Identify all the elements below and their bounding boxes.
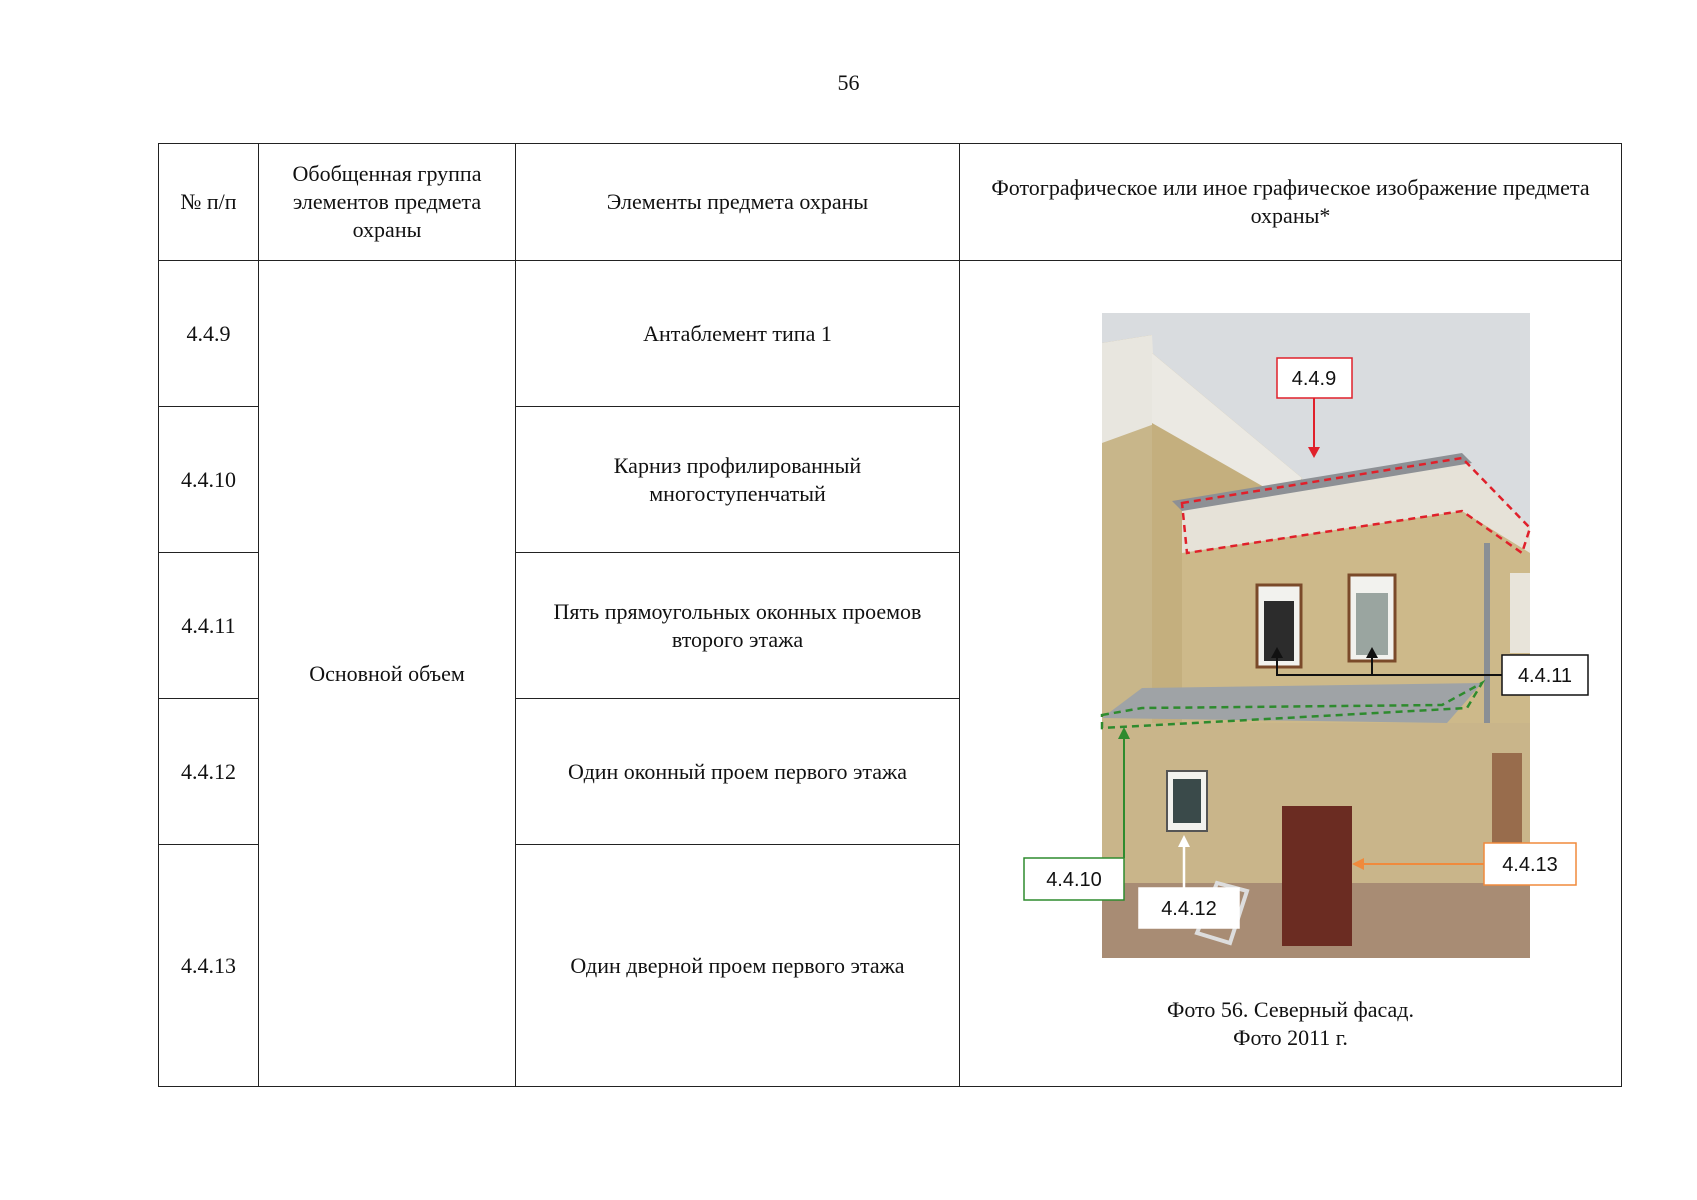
table-row [159,261,1622,407]
header-group: Обобщенная группа элементов предмета охраны [259,144,516,261]
table-header-row [159,144,1622,261]
window-2f-corner [1510,573,1530,653]
row-element: Один дверной проем первого этажа [516,845,960,1087]
north-facade-photo [992,313,1612,958]
group-cell: Основной объем [259,261,516,1087]
row-number: 4.4.12 [159,699,259,845]
row-number: 4.4.11 [159,553,259,699]
row-number: 4.4.13 [159,845,259,1087]
caption-line-2: Фото 2011 г. [1233,1025,1348,1050]
header-elements: Элементы предмета охраны [516,144,960,261]
photo-caption [960,996,1621,1052]
header-number: № п/п [159,144,259,261]
brick-patch [1492,753,1522,848]
row-element: Один оконный проем первого этажа [516,699,960,845]
callout-4-4-13: 4.4.13 [1502,854,1558,876]
callout-4-4-11: 4.4.11 [1517,665,1573,687]
row-element: Карниз профилированный многоступенчатый [516,407,960,553]
row-element: Пять прямоугольных оконных проемов второго этажа [516,553,960,699]
callout-4-4-12: 4.4.12 [1161,898,1217,920]
door [1282,806,1352,946]
row-number: 4.4.9 [159,261,259,407]
callout-4-4-10: 4.4.10 [1046,869,1102,891]
window-2f-right-glass [1356,593,1388,655]
row-element: Антаблемент типа 1 [516,261,960,407]
window-1f-glass [1173,779,1201,823]
row-number: 4.4.10 [159,407,259,553]
callout-4-4-9: 4.4.9 [1291,368,1337,390]
caption-line-1: Фото 56. Северный фасад. [1167,997,1414,1022]
header-image: Фотографическое или иное графическое изображение предмета охраны* [960,144,1622,261]
heritage-elements-table [158,143,1622,1087]
page-number: 56 [837,70,860,95]
photo-cell [960,261,1622,1087]
